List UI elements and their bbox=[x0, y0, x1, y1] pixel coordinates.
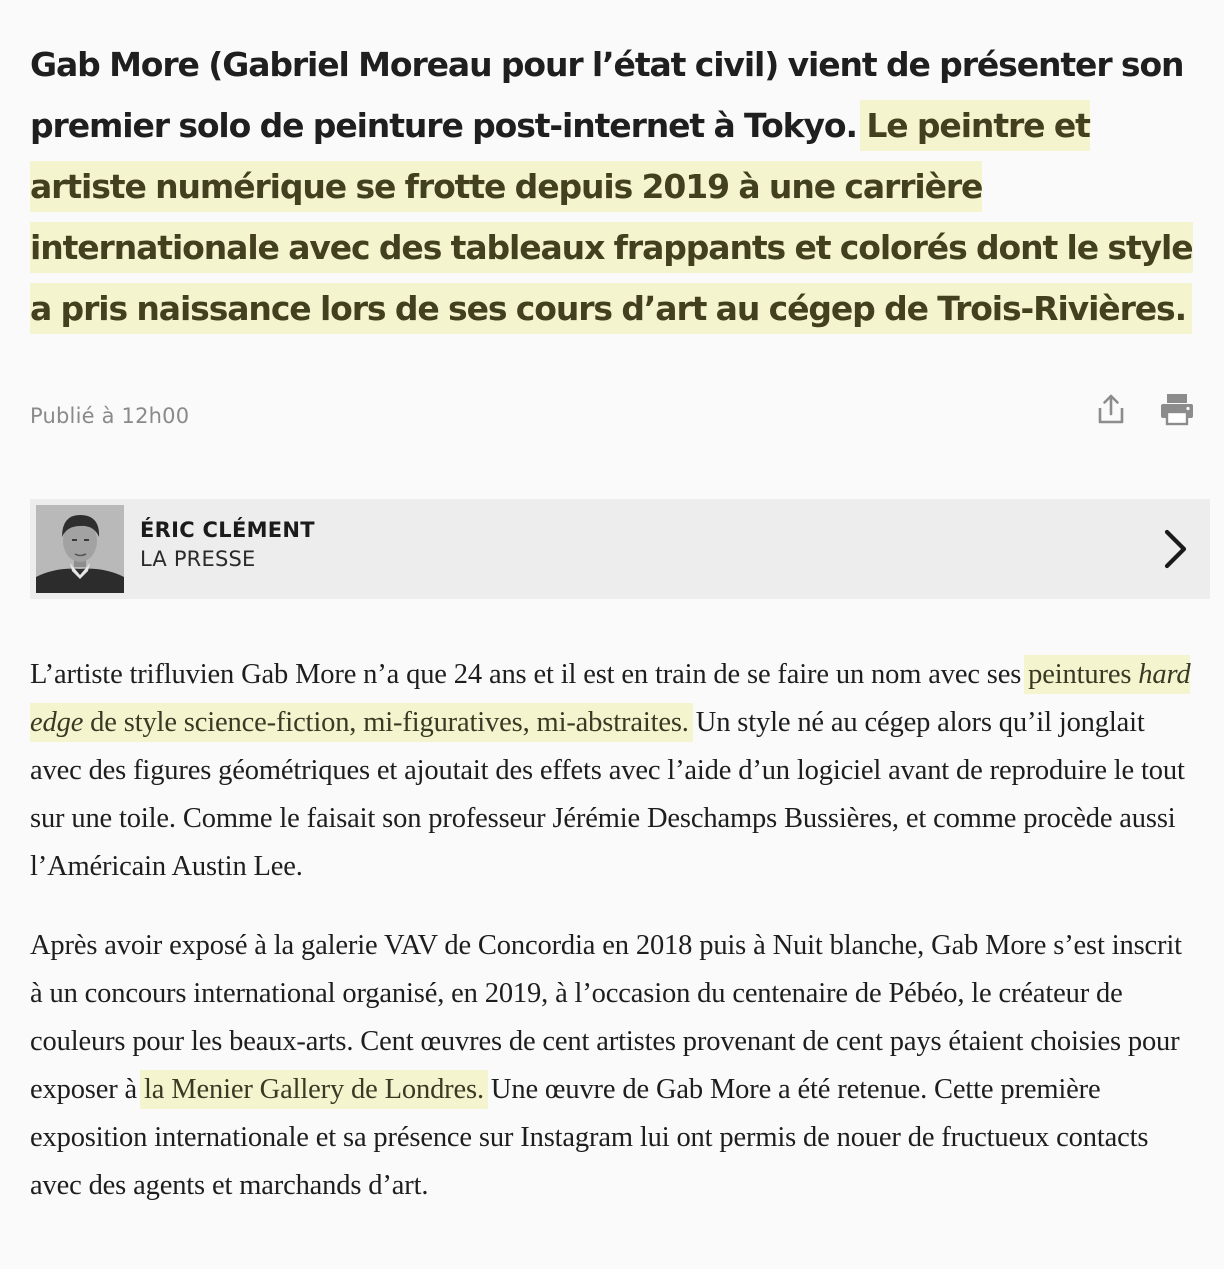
p1-highlight-text-1: peintures bbox=[1028, 659, 1139, 690]
lead-text: Gab More (Gabriel Moreau pour l’état civil) vient de présenter son premier solo de peinture post-internet à Tokyo. bbox=[30, 45, 1184, 145]
share-icon bbox=[1094, 392, 1128, 426]
p1-text-end: Un style né au cégep alors qu’il jonglait avec des figures géométriques et ajoutait des effets avec l’aide d’un logiciel avant de reproduire le tout sur une toile. Comme le faisait son professeur Jérémie Deschamps Bussières, et comme procède aussi l’Américain Austin Lee. bbox=[30, 707, 1185, 882]
body-paragraph-1 bbox=[30, 651, 1200, 891]
print-icon bbox=[1158, 392, 1196, 426]
author-photo bbox=[36, 505, 124, 593]
p2-text-start: Après avoir exposé à la galerie VAV de Concordia en 2018 puis à Nuit blanche, Gab More s’est inscrit à un concours international organisé, en 2019, à l’occasion du centenaire de Pébéo, le créateur de couleurs pour les beaux-arts. Cent œuvres de cent artistes provenant de cent pays étaient choisies pour exposer à bbox=[30, 930, 1182, 1105]
body-paragraph-2 bbox=[30, 922, 1200, 1210]
p1-highlight-italic: hard edge bbox=[30, 659, 1191, 738]
print-button[interactable] bbox=[1158, 392, 1196, 426]
author-organization: LA PRESSE bbox=[140, 547, 256, 571]
lead-highlight[interactable]: Le peintre et artiste numérique se frotte depuis 2019 à une carrière internationale avec des tableaux frappants et colorés dont le style a pris naissance lors de ses cours d’art au cégep de Trois-Rivières. bbox=[30, 106, 1193, 328]
author-card[interactable] bbox=[30, 499, 1210, 599]
author-name[interactable]: ÉRIC CLÉMENT bbox=[140, 518, 315, 542]
chevron-right-icon[interactable] bbox=[1160, 527, 1190, 571]
author-avatar bbox=[36, 505, 124, 593]
p2-highlight[interactable]: la Menier Gallery de Londres. bbox=[144, 1074, 484, 1105]
p2-text-end: Une œuvre de Gab More a été retenue. Cette première exposition internationale et sa présence sur Instagram lui ont permis de nouer de fructueux contacts avec des agents et marchands d’art. bbox=[30, 1074, 1149, 1201]
share-button[interactable] bbox=[1094, 392, 1128, 426]
article-lead bbox=[30, 34, 1200, 339]
p1-highlight-text-2: de style science-fiction, mi-figuratives, mi-abstraites. bbox=[83, 707, 689, 738]
p1-text-start: L’artiste trifluvien Gab More n’a que 24 ans et il est en train de se faire un nom avec ses bbox=[30, 659, 1029, 690]
published-time: Publié à 12h00 bbox=[30, 404, 190, 428]
